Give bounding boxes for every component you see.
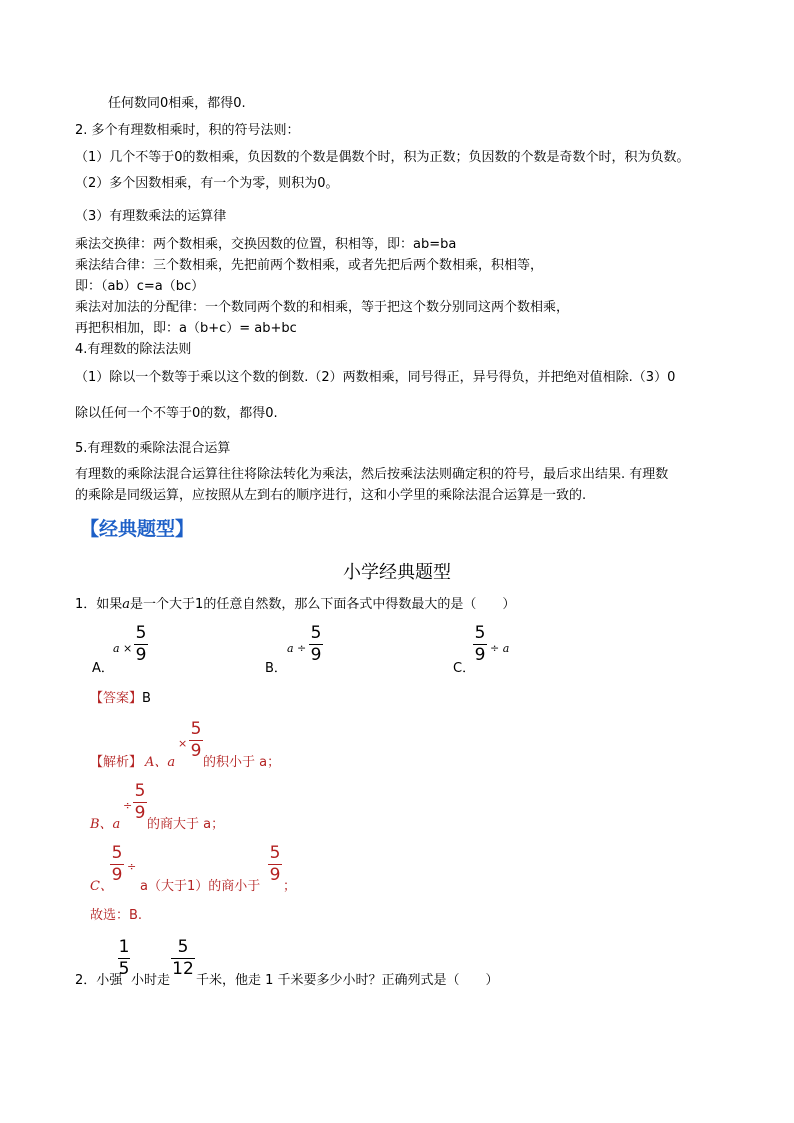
answer-line bbox=[90, 690, 151, 708]
times-sign: × bbox=[178, 737, 188, 750]
analysis-final: 故选：B. bbox=[90, 908, 143, 923]
fraction-denominator: 5 bbox=[118, 959, 130, 979]
text-line: 乘法交换律：两个数相乘，交换因数的位置，积相等，即：ab=ba bbox=[75, 237, 457, 252]
fraction-denominator: 9 bbox=[190, 741, 202, 761]
question-2-stem-b: 千米，他走 1 千米要多少小时？正确列式是（ ） bbox=[196, 973, 499, 988]
text-line: 的乘除是同级运算，应按照从左到右的顺序进行，这和小学里的乘除法混合运算是一致的. bbox=[75, 488, 587, 503]
analysis-c-end: ； bbox=[283, 879, 297, 894]
fraction-denominator: 12 bbox=[172, 959, 194, 979]
fraction-numerator: 1 bbox=[118, 937, 130, 957]
fraction-numerator: 5 bbox=[135, 623, 147, 643]
text-line: 乘法结合律：三个数相乘，先把前两个数相乘，或者先把后两个数相乘，积相等， bbox=[75, 258, 544, 273]
option-c-fraction bbox=[473, 624, 487, 665]
answer-tag: 【答案】 bbox=[90, 691, 143, 706]
analysis-b-prefix: B、a bbox=[90, 817, 121, 832]
fraction-numerator: 5 bbox=[111, 843, 123, 863]
text-line: 乘法对加法的分配律：一个数同两个数的和相乘，等于把这个数分别同这两个数相乘， bbox=[75, 300, 570, 315]
sub-title: 小学经典题型 bbox=[343, 562, 451, 583]
question-2-stem-a: 2．小强 bbox=[75, 973, 123, 988]
text-line: 除以任何一个不等于0的数，都得0. bbox=[75, 406, 278, 421]
question-1-stem bbox=[75, 596, 515, 614]
analysis-a-fraction bbox=[189, 720, 203, 761]
fraction-numerator: 5 bbox=[474, 623, 486, 643]
option-b-expr: a ÷ bbox=[287, 642, 307, 655]
fraction-numerator: 5 bbox=[190, 719, 202, 739]
answer-value: B bbox=[142, 691, 151, 706]
option-a-fraction bbox=[134, 624, 148, 665]
text-line: （3）有理数乘法的运算律 bbox=[75, 209, 227, 224]
analysis-b-fraction bbox=[133, 782, 147, 823]
variable-a: a bbox=[122, 597, 131, 612]
text-line: 2. 多个有理数相乘时，积的符号法则： bbox=[75, 123, 300, 138]
question-1-stem-b: 是一个大于1的任意自然数，那么下面各式中得数最大的是（ ） bbox=[130, 597, 516, 612]
question-2-fraction-2 bbox=[171, 938, 195, 979]
analysis-a-suffix: 的积小于 a； bbox=[203, 755, 281, 770]
fraction-denominator: 9 bbox=[134, 803, 146, 823]
analysis-c-fraction-2 bbox=[268, 844, 282, 885]
fraction-numerator: 5 bbox=[310, 623, 322, 643]
analysis-tag: 【解析】 bbox=[90, 755, 143, 770]
fraction-denominator: 9 bbox=[135, 645, 147, 665]
question-2-fraction-1 bbox=[118, 938, 130, 979]
text-line: 即：（ab）c=a（bc） bbox=[75, 279, 205, 294]
fraction-numerator: 5 bbox=[134, 781, 146, 801]
fraction-denominator: 9 bbox=[111, 865, 123, 885]
divide-sign: ÷ bbox=[123, 799, 133, 812]
text-line: 5.有理数的乘除法混合运算 bbox=[75, 441, 231, 456]
analysis-b-suffix: 的商大于 a； bbox=[147, 817, 225, 832]
fraction-denominator: 9 bbox=[474, 645, 486, 665]
option-a-label: A． bbox=[92, 661, 114, 676]
section-title: 【经典题型】 bbox=[80, 518, 195, 540]
analysis-a-prefix: A、a bbox=[145, 755, 176, 770]
analysis-c-mid: a（大于1）的商小于 bbox=[140, 879, 261, 894]
text-line: 4.有理数的除法法则 bbox=[75, 342, 192, 357]
question-1-stem-a: 1．如果 bbox=[75, 597, 123, 612]
fraction-denominator: 9 bbox=[310, 645, 322, 665]
fraction-numerator: 5 bbox=[269, 843, 281, 863]
analysis-c-fraction bbox=[110, 844, 124, 885]
text-line: 有理数的乘除法混合运算往往将除法转化为乘法，然后按乘法法则确定积的符号，最后求出结果. 有理数 bbox=[75, 467, 669, 482]
option-c-label: C． bbox=[453, 661, 476, 676]
text-line: （1）几个不等于0的数相乘，负因数的个数是偶数个时，积为正数；负因数的个数是奇数个时，积为负数。 bbox=[75, 150, 690, 165]
fraction-denominator: 9 bbox=[269, 865, 281, 885]
analysis-c-prefix: C、 bbox=[90, 879, 113, 894]
divide-sign: ÷ bbox=[127, 860, 137, 873]
question-2-mid: 小时走 bbox=[131, 973, 171, 988]
fraction-numerator: 5 bbox=[177, 937, 189, 957]
option-a-expr: a × bbox=[113, 642, 133, 655]
text-line: 任何数同0相乘，都得0. bbox=[108, 96, 246, 111]
option-c-expr: ÷ a bbox=[490, 642, 510, 655]
text-line: 再把积相加，即：a（b+c）= ab+bc bbox=[75, 321, 297, 336]
option-b-fraction bbox=[309, 624, 323, 665]
option-b-label: B． bbox=[265, 661, 287, 676]
text-line: （2）多个因数相乘，有一个为零，则积为0。 bbox=[75, 176, 339, 191]
text-line: （1）除以一个数等于乘以这个数的倒数.（2）两数相乘，同号得正，异号得负，并把绝对值相除.（3）0 bbox=[75, 370, 676, 385]
